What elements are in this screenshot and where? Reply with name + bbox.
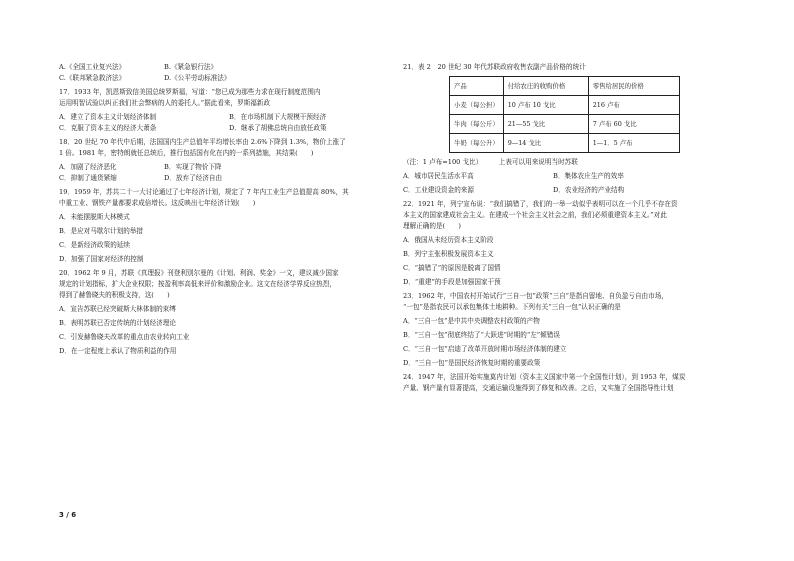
table-header-cell: 零售给居民的价格 xyxy=(588,77,679,96)
q24-stem-line: 产量、钢产量有显著提高，交通运输设施得到了修复和改善。之后，又实施了全国指导性计划 xyxy=(403,384,674,392)
q22-stem xyxy=(403,200,747,230)
table-cell: 10 卢布 10 戈比 xyxy=(503,96,588,115)
q22-option-a[interactable]: A．俄国从未经历资本主义阶段 xyxy=(403,236,494,244)
table-header-row xyxy=(450,77,680,96)
q20-stem-line: 规定的计划指标，扩大企业权限；按盈利率高低来评价和激励企业。这文在经济学界反应热烈， xyxy=(59,280,336,288)
q21-title: 21．表 2 20 世纪 30 年代苏联政府收售农副产品价格的统计 xyxy=(403,63,586,71)
q18-options-row1 xyxy=(59,163,395,171)
q23-option-d[interactable]: D．“三自一包”是国民经济恢复时期的重要政策 xyxy=(403,359,541,367)
q22-option-c[interactable]: C．“搞错了”的原因是脱离了国情 xyxy=(403,264,501,272)
q19-option-c[interactable]: C．是新经济政策的延续 xyxy=(59,241,130,249)
q18-stem-line: 18．20 世纪 70 年代中后期，法国国内生产总值年平均增长率由 2.6%下降到 1.3%，物价上涨了 xyxy=(59,138,346,146)
q19-stem xyxy=(59,188,395,207)
q23-stem-line: 23．1962 年，中国农村开始试行“三自一包”政策“三自”是指自留地、自负盈亏自由市场， xyxy=(403,292,668,300)
q16-option-c[interactable]: C.《联邦紧急救济法》 xyxy=(59,74,126,82)
table-row xyxy=(450,115,680,134)
table-row xyxy=(450,134,680,153)
q19-option-d[interactable]: D．加强了国家对经济的控制 xyxy=(59,255,144,263)
q17-stem-line: 17．1933 年，凯恩斯致信美国总统罗斯福，写道：“您已成为那些力求在现行制度范围内 xyxy=(59,88,321,96)
q17-stem xyxy=(59,88,395,107)
q18-option-c[interactable]: C．抑制了通货紧缩 xyxy=(59,174,117,182)
q22-option-d[interactable]: D．“重建”的手段是加强国家干预 xyxy=(403,278,501,286)
q24-stem xyxy=(403,373,747,392)
table-header-cell: 产品 xyxy=(450,77,504,96)
table-cell: 小麦（每公担） xyxy=(450,96,504,115)
q17-option-b[interactable]: B．在市场机制下大规模干预经济 xyxy=(229,113,327,121)
q21-options-row2 xyxy=(403,186,747,194)
table-cell: 7 卢布 60 戈比 xyxy=(588,115,679,134)
q23-stem xyxy=(403,292,747,311)
q20-option-c[interactable]: C．引发赫鲁晓夫改革的重点由农业转向工业 xyxy=(59,333,190,341)
q24-stem-line: 24．1947 年，法国开始实施莫内计划（资本主义国家中第一个全国性计划），到 1953 年，煤炭 xyxy=(403,373,686,381)
q21-note: （注：1 卢布=100 戈比） 上表可以用来说明当时苏联 xyxy=(403,158,578,166)
q23-stem-line: “一包”是指农民可以承包集体土地耕种。下列有关“三自一包”认识正确的是 xyxy=(403,303,621,311)
q18-stem-line: 1 倍。1981 年，密特朗就任总统后，推行包括国有化在内的一系列措施，其结果( ) xyxy=(59,149,314,157)
table-cell: 9—14 戈比 xyxy=(503,134,588,153)
q18-stem xyxy=(59,138,395,157)
q19-stem-line: 中重工业、钢铁产量都要求成倍增长。这反映出七年经济计划( ) xyxy=(59,199,256,207)
q17-options-row1 xyxy=(59,113,395,121)
table-cell: 216 卢布 xyxy=(588,96,679,115)
q20-stem-line: 得到了赫鲁晓夫的积极支持，这( ) xyxy=(59,291,170,299)
q18-option-d[interactable]: D．放弃了经济自由 xyxy=(164,174,223,182)
q17-option-d[interactable]: D．继承了胡佛总统自由放任政策 xyxy=(229,124,327,132)
q19-option-a[interactable]: A．未能摆脱斯大林模式 xyxy=(59,213,130,221)
q19-stem-line: 19．1959 年，苏共二十一大讨论通过了七年经济计划，规定了 7 年内工业生产总值提高 80%，其 xyxy=(59,188,349,196)
q17-option-c[interactable]: C．克服了资本主义的经济大萧条 xyxy=(59,124,157,132)
table-row xyxy=(450,96,680,115)
q23-option-b[interactable]: B．“三自一包”彻底终结了“大跃进”时期的“左”倾错误 xyxy=(403,331,560,339)
q23-option-a[interactable]: A．“三自一包”是中共中央调整农村政策的产物 xyxy=(403,317,540,325)
q21-option-c[interactable]: C．工业建设资金的来源 xyxy=(403,186,474,194)
q23-option-c[interactable]: C．“三自一包”启迪了改革开放时期市场经济体制的建立 xyxy=(403,345,567,353)
table-header-cell: 付给农庄的收购价格 xyxy=(503,77,588,96)
q21-options-row1 xyxy=(403,172,747,180)
q16-options-row1 xyxy=(59,63,395,71)
q17-stem-line: 运用明智试验以纠正我们社会弊病的人的委托人。”据此看来，罗斯福新政 xyxy=(59,99,271,107)
left-column xyxy=(59,63,395,355)
q17-option-a[interactable]: A．建立了资本主义计划经济体制 xyxy=(59,113,157,121)
q22-option-b[interactable]: B．列宁主张积极发展资本主义 xyxy=(403,250,494,258)
q21-option-d[interactable]: D．农业经济的产业结构 xyxy=(553,186,625,194)
price-table-wrapper xyxy=(449,76,747,153)
q20-option-b[interactable]: B．表明苏联已否定传统的计划经济理论 xyxy=(59,319,176,327)
right-column xyxy=(403,63,747,392)
q22-stem-line: 理解正确的是( ) xyxy=(403,222,461,230)
table-cell: 牛肉（每公斤） xyxy=(450,115,504,134)
q22-stem-line: 22．1921 年，列宁宣布说：“我们搞错了，我们的一举一动似乎表明可以在一个几乎不存在资 xyxy=(403,200,678,208)
q17-options-row2 xyxy=(59,124,395,132)
q20-option-d[interactable]: D．在一定程度上承认了物质利益的作用 xyxy=(59,347,177,355)
q20-option-a[interactable]: A．宣告苏联已经突破斯大林体制的束缚 xyxy=(59,305,176,313)
q21-option-b[interactable]: B．集体农庄生产的效率 xyxy=(553,172,624,180)
q22-stem-line: 本主义的国家建成社会主义。在建成一个社会主义社会之前，我们必须重建资本主义。”对此 xyxy=(403,211,667,219)
q16-option-d[interactable]: D.《公平劳动标准法》 xyxy=(164,74,231,82)
q16-options-row2 xyxy=(59,74,395,82)
price-table xyxy=(449,76,680,153)
table-cell: 21—55 戈比 xyxy=(503,115,588,134)
q20-stem-line: 20．1962 年 9 月，苏联《真理报》刊登利别尔曼的《计划、利润、奖金》一文，建议减少国家 xyxy=(59,269,339,277)
table-cell: 牛奶（每公升） xyxy=(450,134,504,153)
q20-stem xyxy=(59,269,395,299)
q21-option-a[interactable]: A．城市居民生活水平高 xyxy=(403,172,474,180)
q18-option-a[interactable]: A．加剧了经济恶化 xyxy=(59,163,117,171)
q16-option-b[interactable]: B.《紧急银行法》 xyxy=(164,63,218,71)
q19-option-b[interactable]: B．是应对马歇尔计划的举措 xyxy=(59,227,143,235)
q18-options-row2 xyxy=(59,174,395,182)
q16-option-a[interactable]: A.《全国工业复兴法》 xyxy=(59,63,126,71)
q18-option-b[interactable]: B．实现了物价下降 xyxy=(164,163,222,171)
page-number: 3 / 6 xyxy=(59,511,77,519)
table-cell: 1—1．5 卢布 xyxy=(588,134,679,153)
